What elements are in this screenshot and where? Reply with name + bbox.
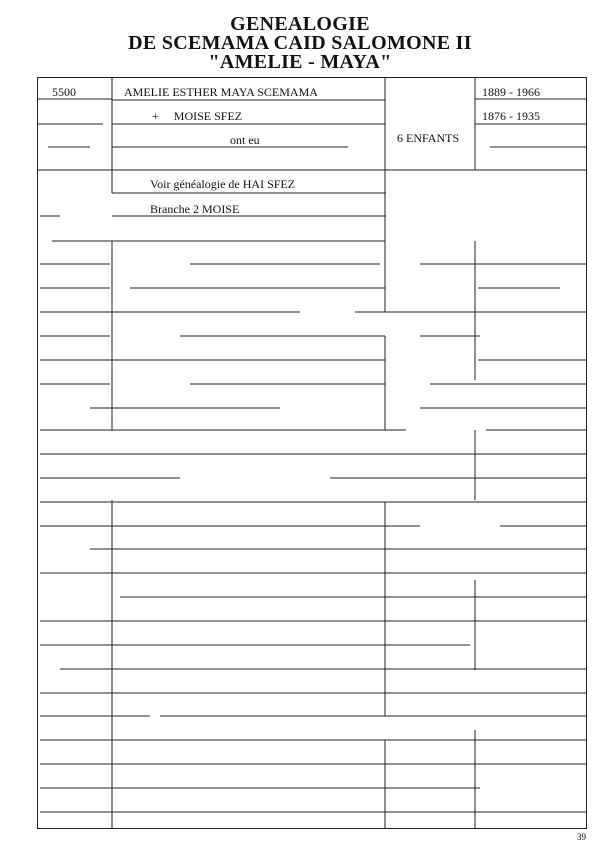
reference-note: Voir généalogie de HAI SFEZ xyxy=(150,177,296,191)
title-line-1: GENEALOGIE xyxy=(230,13,370,35)
children-count: 6 ENFANTS xyxy=(397,131,460,145)
spouse-name: + MOISE SFEZ xyxy=(152,109,243,123)
person-dates: 1889 - 1966 xyxy=(482,85,540,99)
title-line-2: DE SCEMAMA CAID SALOMONE II xyxy=(128,32,472,54)
page-number: 39 xyxy=(577,832,586,842)
person-name: AMELIE ESTHER MAYA SCEMAMA xyxy=(124,85,318,99)
branch-note: Branche 2 MOISE xyxy=(150,202,240,216)
spouse-dates: 1876 - 1935 xyxy=(482,109,540,123)
record-id: 5500 xyxy=(52,85,76,99)
title-line-3: "AMELIE - MAYA" xyxy=(208,51,392,73)
had-label: ont eu xyxy=(230,133,260,147)
